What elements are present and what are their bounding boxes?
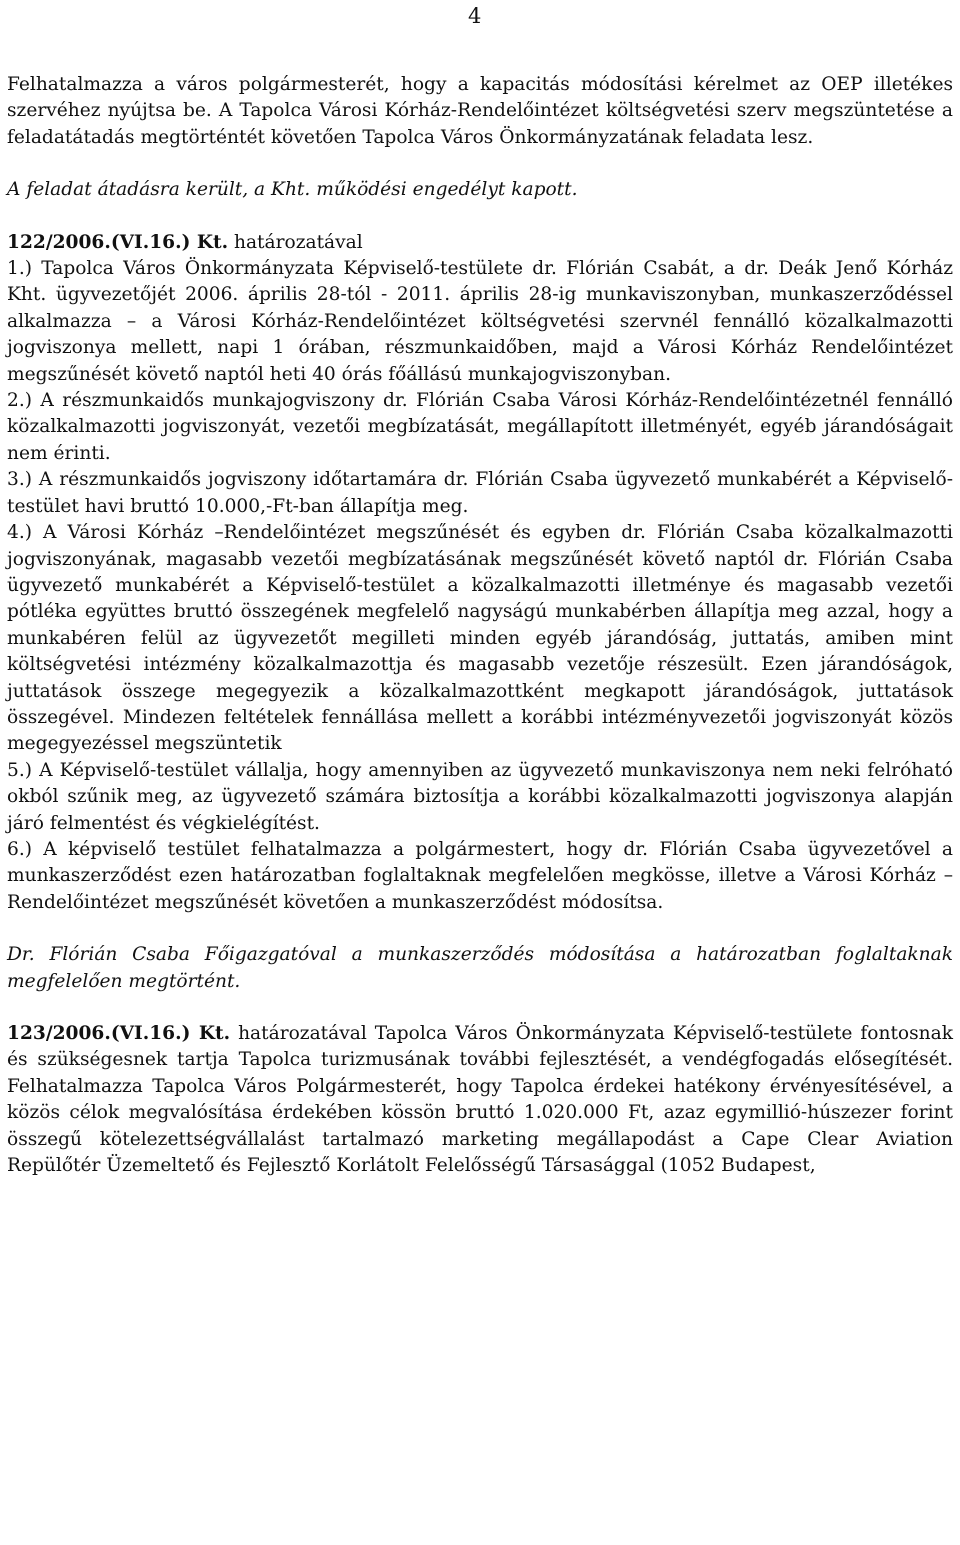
resolution-123 bbox=[7, 1021, 953, 1179]
resolution-item-1: 1.) Tapolca Város Önkormányzata Képviselő-testülete dr. Flórián Csabát, a dr. Deák Jenő Kórház Kht. ügyvezetőjét 2006. április 28-tól - 2011. április 28-ig munkaviszonyban, munkaszerződéssel alkalmazza – a Városi Kórház-Rendelőintézet költségvetési szervnél fennálló közalkalmazotti jogviszonya mellett, napi 1 órában, részmunkaidőben, majd a Városi Kórház Rendelőintézet megszűnését követő naptól heti 40 órás főállású munkajogviszonyban. bbox=[7, 258, 953, 385]
resolution-122-heading bbox=[7, 230, 953, 256]
resolution-item-6: 6.) A képviselő testület felhatalmazza a polgármestert, hogy dr. Flórián Csaba ügyvezetővel a munkaszerződést ezen határozatban foglaltaknak megfelelően megkösse, illetve a Városi Kórház –Rendelőintézet megszűnését követően a munkaszerződést módosítsa. bbox=[7, 838, 953, 913]
paragraph-note-italic-2: Dr. Flórián Csaba Főigazgatóval a munkaszerződés módosítása a határozatban foglaltaknak megfelelően megtörtént. bbox=[7, 944, 953, 992]
resolution-item-4: 4.) A Városi Kórház –Rendelőintézet megszűnését és egyben dr. Flórián Csaba közalkalmazotti jogviszonyának, magasabb vezetői megbízatásának megszűnését követő naptól dr. Flórián Csaba ügyvezető munkabérét a Képviselő-testület a közalkalmazotti illetménye és magasabb vezetői pótléka együttes bruttó összegének megfelelő nagyságú munkabérben állapítja meg azzal, hogy a munkabéren felül az ügyvezetőt megilleti minden egyéb járandóság, juttatás, amiben mint költségvetési intézmény közalkalmazottja és magasabb vezetője részesült. Ezen járandóságok, juttatások összege megegyezik a közalkalmazottként megkapott járandóságok, juttatások összegével. Mindezen feltételek fennállása mellett a korábbi intézményvezetői jogviszonyát közös megegyezéssel megszüntetik bbox=[7, 522, 953, 755]
paragraph-note-italic: A feladat átadásra került, a Kht. működési engedélyt kapott. bbox=[7, 179, 578, 201]
resolution-text: határozatával bbox=[228, 231, 363, 253]
page-number: 4 bbox=[468, 4, 482, 28]
document-body bbox=[7, 72, 953, 1179]
resolution-item-3: 3.) A részmunkaidős jogviszony időtartamára dr. Flórián Csaba ügyvezető munkabérét a Képviselő-testület havi bruttó 10.000,-Ft-ban állapítja meg. bbox=[7, 469, 953, 517]
resolution-number-2: 123/2006.(VI.16.) Kt. bbox=[7, 1023, 231, 1044]
resolution-number: 122/2006.(VI.16.) Kt. bbox=[7, 231, 229, 253]
resolution-text-2: határozatával Tapolca Város Önkormányzata Képviselő-testülete fontosnak és szükségesnek tartja Tapolca turizmusának további fejlesztését, a vendégfogadás elősegítését. Felhatalmazza Tapolca Város Polgármesterét, hogy Tapolca érdekei hatékony érvényesítésével, a közös célok megvalósítása érdekében kössön bruttó 1.020.000 Ft, azaz egymillió-húszezer forint összegű kötelezettségvállalást tartalmazó marketing megállapodást a Cape Clear Aviation Repülőtér Üzemeltető és Fejlesztő Korlátolt Felelősségű Társasággal (1052 Budapest, bbox=[7, 1023, 953, 1177]
resolution-item-2: 2.) A részmunkaidős munkajogviszony dr. Flórián Csaba Városi Kórház-Rendelőintézetnél fennálló közalkalmazotti jogviszonyát, vezetői megbízatását, megállapított illetményét, egyéb járandóságait nem érinti. bbox=[7, 390, 953, 464]
paragraph-intro: Felhatalmazza a város polgármesterét, hogy a kapacitás módosítási kérelmet az OEP illetékes szervéhez nyújtsa be. A Tapolca Városi Kórház-Rendelőintézet költségvetési szerv megszüntetése a feladatátadás megtörténtét követően Tapolca Város Önkormányzatának feladata lesz. bbox=[7, 74, 953, 148]
resolution-item-5: 5.) A Képviselő-testület vállalja, hogy amennyiben az ügyvezető munkaviszonya nem neki felróható okból szűnik meg, az ügyvezető számára biztosítja a korábbi közalkalmazotti jogviszonya alapján járó felmentést és végkielégítést. bbox=[7, 759, 953, 834]
